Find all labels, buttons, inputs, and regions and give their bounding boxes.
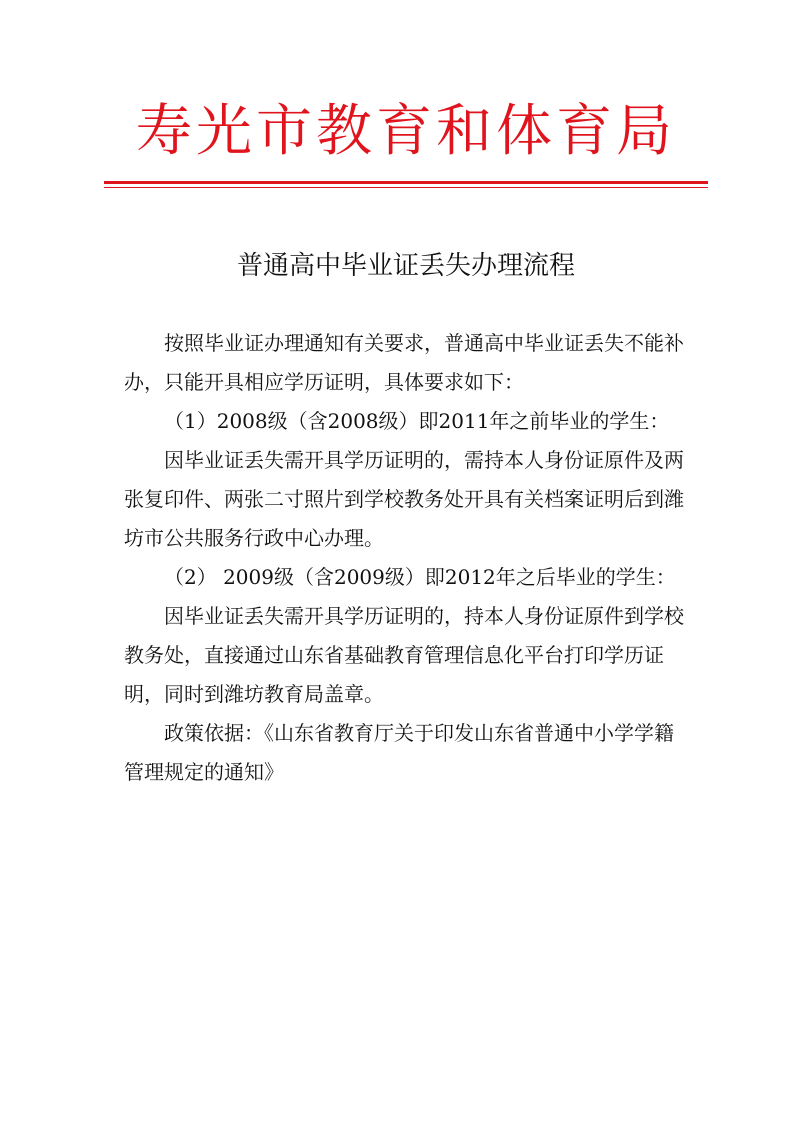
intro-paragraph: 按照毕业证办理通知有关要求，普通高中毕业证丢失不能补办，只能开具相应学历证明，具体要求如下： <box>124 331 684 394</box>
case-2-heading: （2） 2009级（含2009级）即2012年之后毕业的学生： <box>164 565 676 589</box>
case-1-heading: （1）2008级（含2008级）即2011年之前毕业的学生： <box>164 409 670 433</box>
case-1-paragraph: 因毕业证丢失需开具学历证明的，需持本人身份证原件及两张复印件、两张二寸照片到学校教务处开具有关档案证明后到潍坊市公共服务行政中心办理。 <box>124 448 684 550</box>
header-divider-thin <box>104 187 708 188</box>
policy-basis-paragraph: 政策依据：《山东省教育厅关于印发山东省普通中小学学籍管理规定的通知》 <box>124 721 674 784</box>
header-divider-thick <box>104 181 708 184</box>
document-body <box>124 324 690 792</box>
document-title: 普通高中毕业证丢失办理流程 <box>236 251 575 281</box>
case-2-paragraph: 因毕业证丢失需开具学历证明的，持本人身份证原件到学校教务处，直接通过山东省基础教育管理信息化平台打印学历证明，同时到潍坊教育局盖章。 <box>124 604 684 706</box>
issuing-authority-header: 寿光市教育和体育局 <box>136 99 676 164</box>
